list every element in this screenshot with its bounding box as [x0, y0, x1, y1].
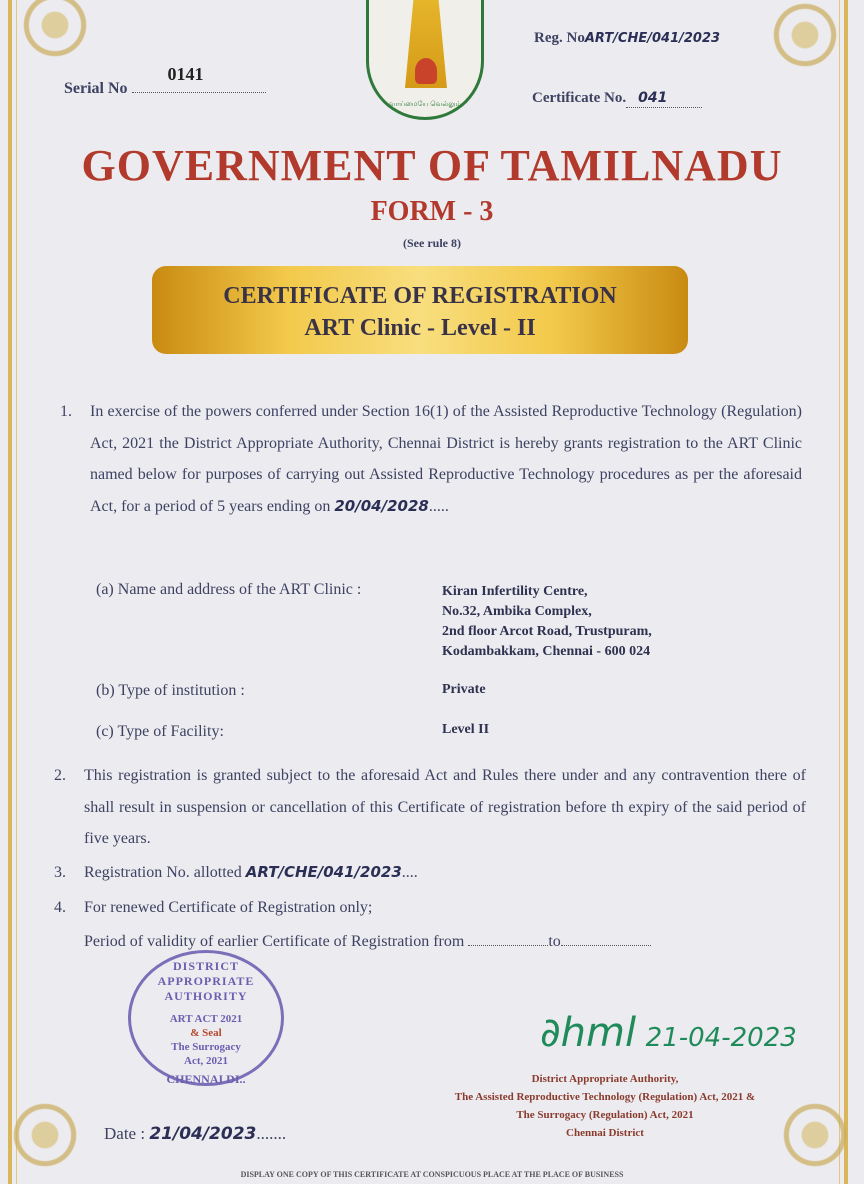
clinic-address	[442, 582, 652, 662]
facility-type-label: (c) Type of Facility:	[96, 723, 224, 740]
item-2-number: 2.	[54, 767, 66, 784]
serial-value: 0141	[167, 64, 204, 84]
clinic-name-label: (a) Name and address of the ART Clinic :	[96, 581, 362, 598]
certificate-no-label: Certificate No.	[532, 90, 627, 106]
seal-bottom-text: CHENNAI DI..	[166, 1072, 246, 1086]
clinic-address-line: No.32, Ambika Complex,	[442, 604, 592, 619]
validity-to-label: to	[548, 933, 561, 950]
item-1-text: In exercise of the powers conferred under Section 16(1) of the Assisted Reproductive Technology (Regulation) Act, 2021 the District Appropriate Authority, Chennai District is hereby grants registration to the ART Clinic named below for purposes of carrying out Assisted Reproductive Technology procedures as per the aforesaid Act, for a period of 5 years ending on 20/04/2028.....	[90, 403, 802, 515]
official-seal	[128, 950, 284, 1086]
certificate-banner	[152, 266, 688, 354]
clinic-address-line: 2nd floor Arcot Road, Trustpuram,	[442, 624, 652, 639]
registration-no-value: ART/CHE/041/2023	[245, 863, 402, 881]
emblem-motto: வாய்மையே வெல்லும்	[388, 100, 462, 108]
banner-title: CERTIFICATE OF REGISTRATION	[223, 283, 617, 309]
seal-center-text: Act, 2021	[184, 1055, 228, 1067]
date-label: Date :	[104, 1124, 146, 1143]
certificate-no-value: 041	[638, 90, 668, 106]
reg-no-field	[534, 30, 720, 47]
signature-date: 21-04-2023	[645, 1023, 797, 1053]
rule-reference: (See rule 8)	[403, 236, 461, 250]
registration-no-label: Registration No. allotted	[84, 864, 242, 881]
clinic-address-line: Kodambakkam, Chennai - 600 024	[442, 644, 651, 659]
facility-type-value: Level II	[442, 722, 490, 737]
clinic-address-line: Kiran Infertility Centre,	[442, 584, 588, 599]
tn-emblem	[366, 0, 484, 120]
seal-center-text: & Seal	[190, 1027, 222, 1039]
authority-line: Chennai District	[566, 1127, 644, 1139]
seal-center-text: The Surrogacy	[171, 1041, 241, 1053]
item-4-number: 4.	[54, 899, 66, 916]
seal-center-text: ART ACT 2021	[169, 1013, 243, 1025]
authority-line: The Surrogacy (Regulation) Act, 2021	[516, 1109, 694, 1121]
item-1-body: In exercise of the powers conferred under Section 16(1) of the Assisted Reproductive Technology (Regulation) Act, 2021 the District Appropriate Authority, Chennai District is hereby grants registration to the ART Clinic named below for purposes of carrying out Assisted Reproductive Technology procedures as per the aforesaid Act, for a period of 5 years ending on	[90, 403, 802, 515]
authority-line: The Assisted Reproductive Technology (Regulation) Act, 2021 &	[454, 1091, 756, 1103]
serial-label: Serial No	[64, 80, 128, 97]
reg-no-label: Reg. No	[534, 30, 585, 46]
signature: ∂hml 21-04-2023	[540, 1010, 797, 1056]
seal-ring-text: DISTRICT APPROPRIATE AUTHORITY	[157, 959, 255, 1003]
item-3-text: Registration No. allotted ART/CHE/041/2023....	[84, 863, 418, 881]
authority-line: District Appropriate Authority,	[531, 1073, 679, 1085]
footer-note: DISPLAY ONE COPY OF THIS CERTIFICATE AT CONSPICUOUS PLACE AT THE PLACE OF BUSINESS	[240, 1170, 624, 1179]
certificate-no-field	[532, 90, 702, 108]
date-value: 21/04/2023	[149, 1124, 257, 1144]
item-4-line2	[84, 926, 651, 958]
end-date-value: 20/04/2028	[334, 496, 429, 515]
page-title: GOVERNMENT OF TAMILNADU	[81, 141, 783, 190]
item-1-number: 1.	[60, 403, 72, 420]
institution-type-label: (b) Type of institution :	[96, 682, 245, 699]
item-4-line1: For renewed Certificate of Registration only;	[84, 899, 373, 916]
authority-block	[380, 1070, 830, 1142]
ornament-bottom-left	[0, 1090, 90, 1180]
issue-date-field: Date : 21/04/2023.......	[104, 1124, 287, 1144]
banner-subtitle: ART Clinic - Level - II	[304, 315, 536, 341]
reg-no-value: ART/CHE/041/2023	[584, 31, 721, 46]
item-3-number: 3.	[54, 864, 66, 881]
item-2-text: This registration is granted subject to the aforesaid Act and Rules there under and any contravention there of shall result in suspension or cancellation of this Certificate of registration before th expiry of the said period of five years.	[84, 767, 806, 847]
form-number: FORM - 3	[370, 196, 494, 227]
serial-field	[64, 64, 266, 98]
validity-from-label: Period of validity of earlier Certificate of Registration from	[84, 933, 465, 950]
institution-type-value: Private	[442, 682, 486, 697]
